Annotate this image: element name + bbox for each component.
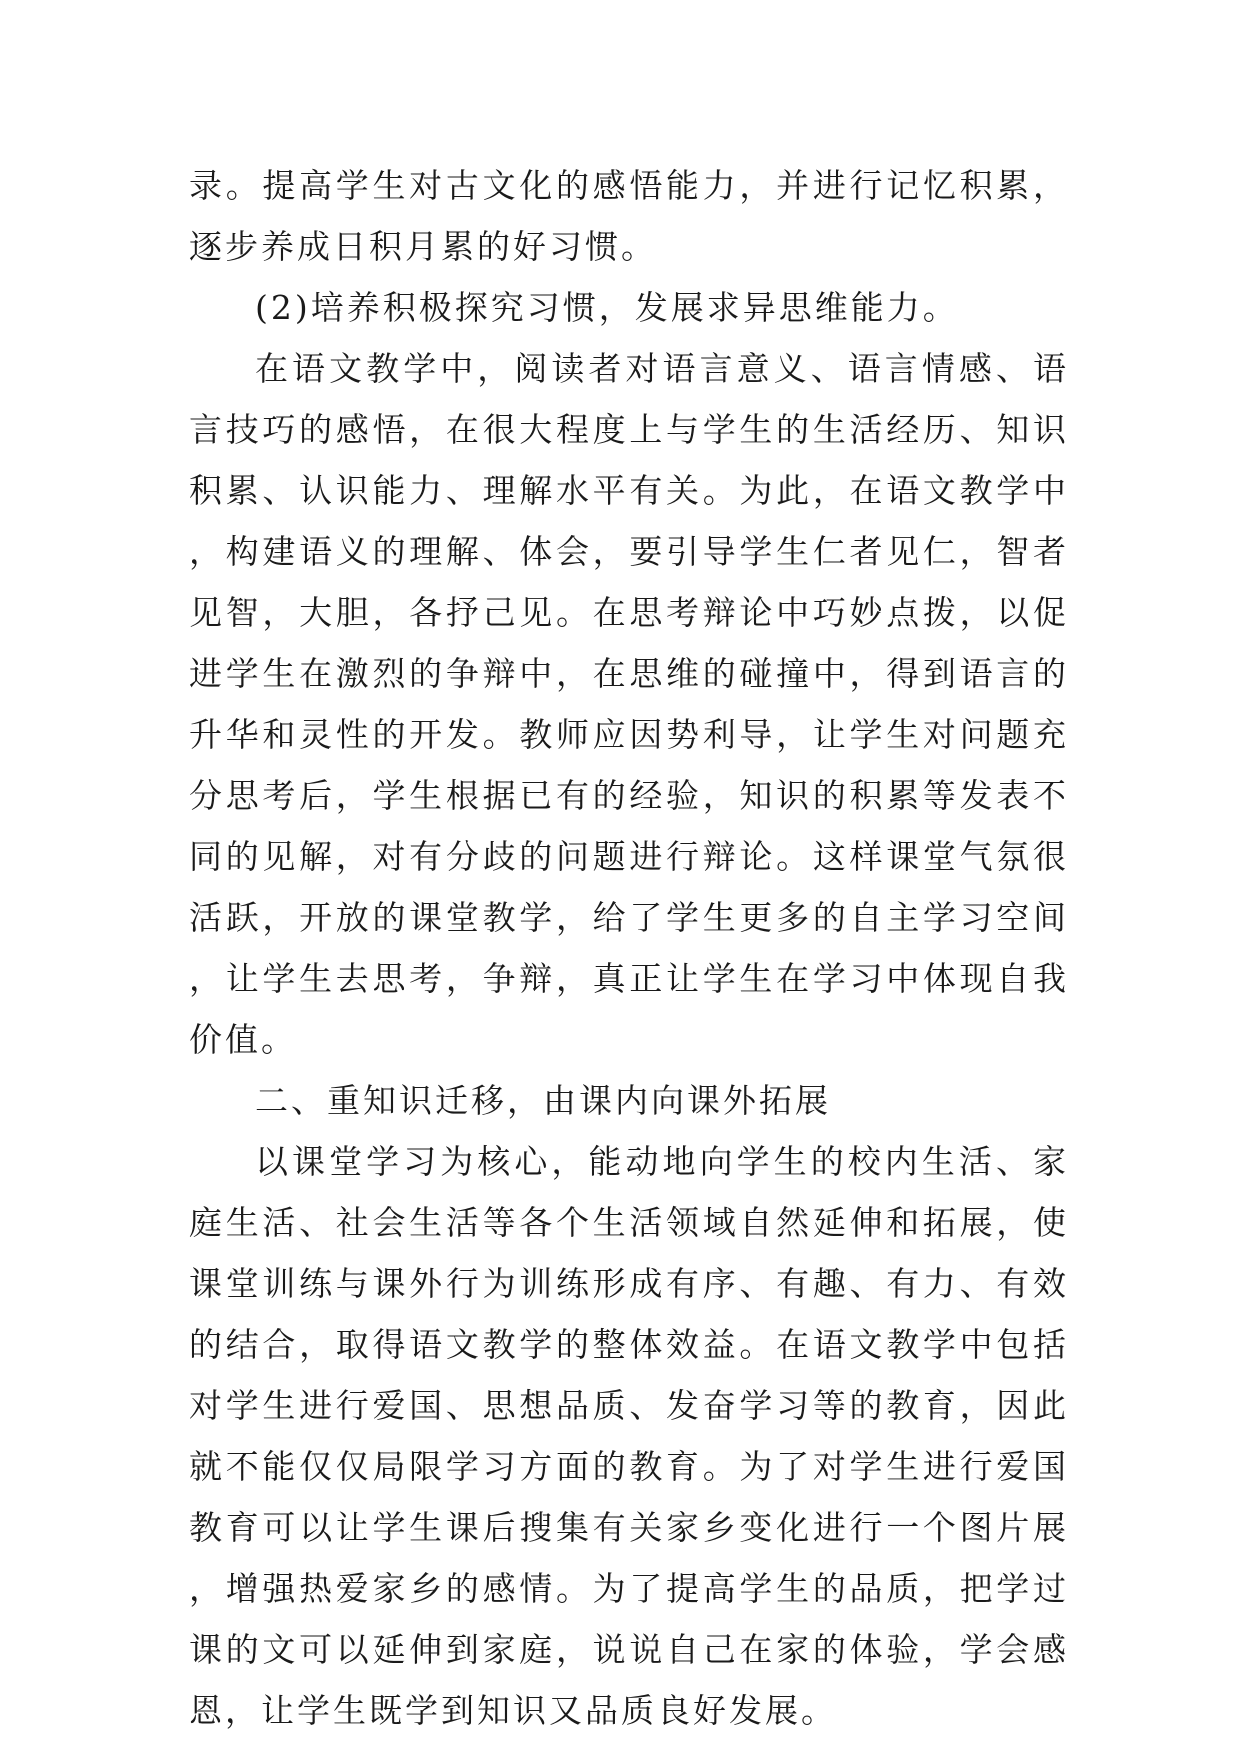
body-text xyxy=(189,155,1069,1741)
paragraph-body: 以课堂学习为核心，能动地向学生的校内生活、家庭生活、社会生活等各个生活领域自然延伸和拓展，使课堂训练与课外行为训练形成有序、有趣、有力、有效的结合，取得语文教学的整体效益。在语文教学中包括对学生进行爱国、思想品质、发奋学习等的教育，因此就不能仅仅局限学习方面的教育。为了对学生进行爱国教育可以让学生课后搜集有关家乡变化进行一个图片展，增强热爱家乡的感情。为了提高学生的品质，把学过课的文可以延伸到家庭，说说自己在家的体验，学会感恩，让学生既学到知识又品质良好发展。 xyxy=(189,1142,1069,1730)
paragraph-body: 在语文教学中，阅读者对语言意义、语言情感、语言技巧的感悟，在很大程度上与学生的生活经历、知识积累、认识能力、理解水平有关。为此，在语文教学中，构建语义的理解、体会，要引导学生仁者见仁，智者见智，大胆，各抒己见。在思考辩论中巧妙点拨，以促进学生在激烈的争辩中，在思维的碰撞中，得到语言的升华和灵性的开发。教师应因势利导，让学生对问题充分思考后，学生根据已有的经验，知识的积累等发表不同的见解，对有分歧的问题进行辩论。这样课堂气氛很活跃，开放的课堂教学，给了学生更多的自主学习空间，让学生去思考，争辩，真正让学生在学习中体现自我价值。 xyxy=(189,349,1069,1059)
paragraph-subheading: (2)培养积极探究习惯，发展求异思维能力。 xyxy=(255,288,959,327)
paragraph-continuation: 录。提高学生对古文化的感悟能力，并进行记忆积累，逐步养成日积月累的好习惯。 xyxy=(189,166,1069,266)
section-heading: 二、重知识迁移，由课内向课外拓展 xyxy=(255,1081,831,1120)
